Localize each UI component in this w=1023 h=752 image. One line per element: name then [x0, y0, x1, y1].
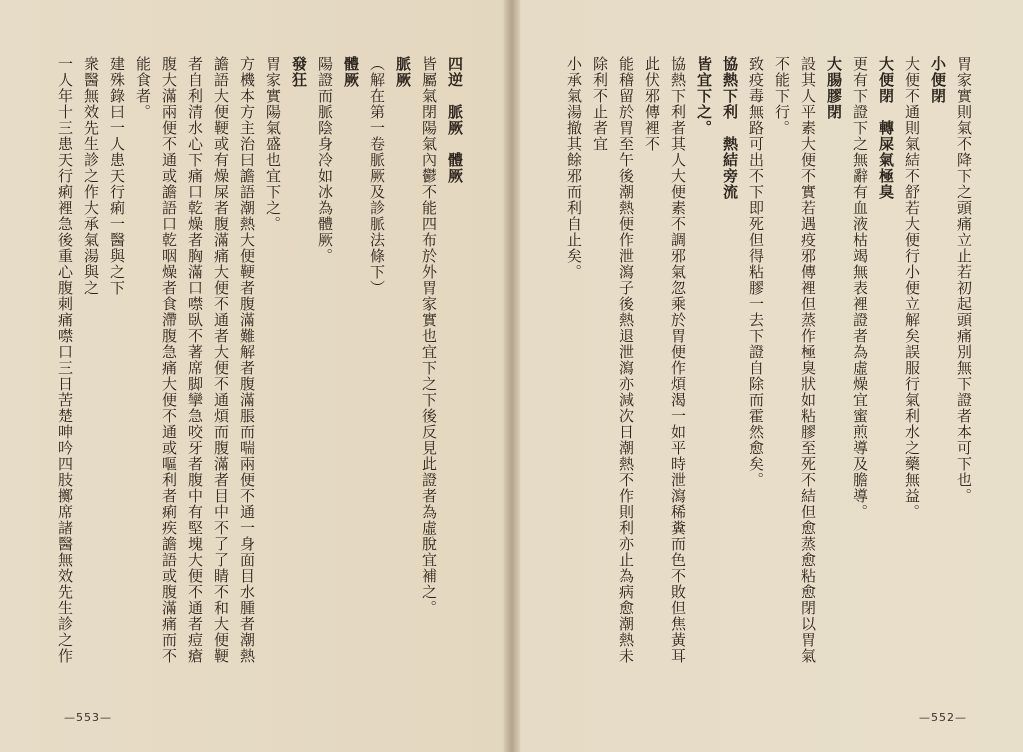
left-page-number: —553—: [64, 711, 112, 724]
right-paragraph: 致疫毒無路可出不下即死但得粘膠一去下證自除而霍然愈矣。: [747, 56, 765, 488]
left-heading-fakuang: 發狂: [290, 56, 308, 88]
left-heading-siwei: 四逆 脈厥 體厥: [446, 56, 464, 184]
right-paragraph: 更有下證下之無辭有血液枯竭無表裡證者為虛燥宜蜜煎導及膽導。: [851, 56, 869, 520]
right-heading-dabianbi: 大便閉 轉屎氣極臭: [877, 56, 895, 200]
right-paragraph: 小承氣湯撤其餘邪而利自止矣。: [565, 56, 583, 280]
left-paragraph: 胃家實陽氣盛也宜下之。: [264, 56, 282, 232]
right-paragraph: 設其人平素大便不實若遇疫邪傳裡但蒸作極臭狀如粘膠至死不結但愈蒸愈粘愈閉以胃氣不能下行。: [773, 56, 817, 664]
left-paragraph: 一人年十三患天行痢裡急後重心腹刺痛噤口三日苦楚呻吟四肢擲席諸醫無效先生診之作: [56, 56, 74, 664]
right-paragraph: 胃家實則氣不降下之頭痛立止若初起頭痛別無下證者本可下也。: [955, 56, 973, 504]
left-heading-maijue: 脈厥: [394, 56, 412, 88]
left-paragraph: （解在第一卷脈厥及診脈法條下）: [368, 56, 386, 296]
right-heading-xiaobianbi: 小便閉: [929, 56, 947, 104]
right-page: [517, 0, 1023, 752]
left-paragraph: 陽證而脈陰身冷如冰為體厥。: [316, 56, 334, 264]
right-heading-jieyixiazhi: 皆宜下之。: [695, 56, 713, 136]
left-paragraph: 建殊錄曰一人患天行痢一醫與之下: [108, 56, 126, 296]
right-paragraph: [557, 56, 561, 676]
right-page-text: [557, 56, 977, 676]
right-heading-dachangjiaobi: 大腸膠閉: [825, 56, 843, 120]
left-paragraph: 方機本方主治曰譫語潮熱大便鞕者腹滿難解者腹滿脹而喘兩便不通一身面目水腫者潮熱譫語大便鞕或有燥屎者腹滿痛大便不通者大便不通煩而腹滿者目中不了了睛不和大便鞕者自利清水心下痛口乾燥者胸滿口噤臥不著席脚攣急咬牙者腹中有堅塊大便不通者痘瘡腹大滿兩便不通或譫語口乾咽燥者食滯腹急痛大便不通或嘔利者痢疾譫語或腹滿痛而不能食者。: [134, 56, 256, 664]
right-paragraph: 協熱下利者其人大便素不調邪氣忽乘於胃便作煩渴一如平時泄瀉稀糞而色不敗但焦黃耳此伏邪傳裡不: [643, 56, 687, 664]
right-heading-xierexiali: 協熱下利 熱結旁流: [721, 56, 739, 200]
left-heading-tijue: 體厥: [342, 56, 360, 88]
right-page-number: —552—: [919, 711, 967, 724]
right-paragraph: 能稽留於胃至午後潮熱便作泄瀉子後熱退泄瀉亦減次日潮熱不作則利亦止為病愈潮熱未除利不止者宜: [591, 56, 635, 664]
left-paragraph: 衆醫無效先生診之作大承氣湯與之: [82, 56, 100, 296]
left-page-text: [48, 56, 468, 676]
left-paragraph: 皆屬氣閉陽氣內鬱不能四布於外胃家實也宜下之下後反見此證者為虛脫宜補之。: [420, 56, 438, 616]
left-page: [0, 0, 506, 752]
right-paragraph: 大便不通則氣結不舒若大便行小便立解矣誤服行氣利水之藥無益。: [903, 56, 921, 520]
